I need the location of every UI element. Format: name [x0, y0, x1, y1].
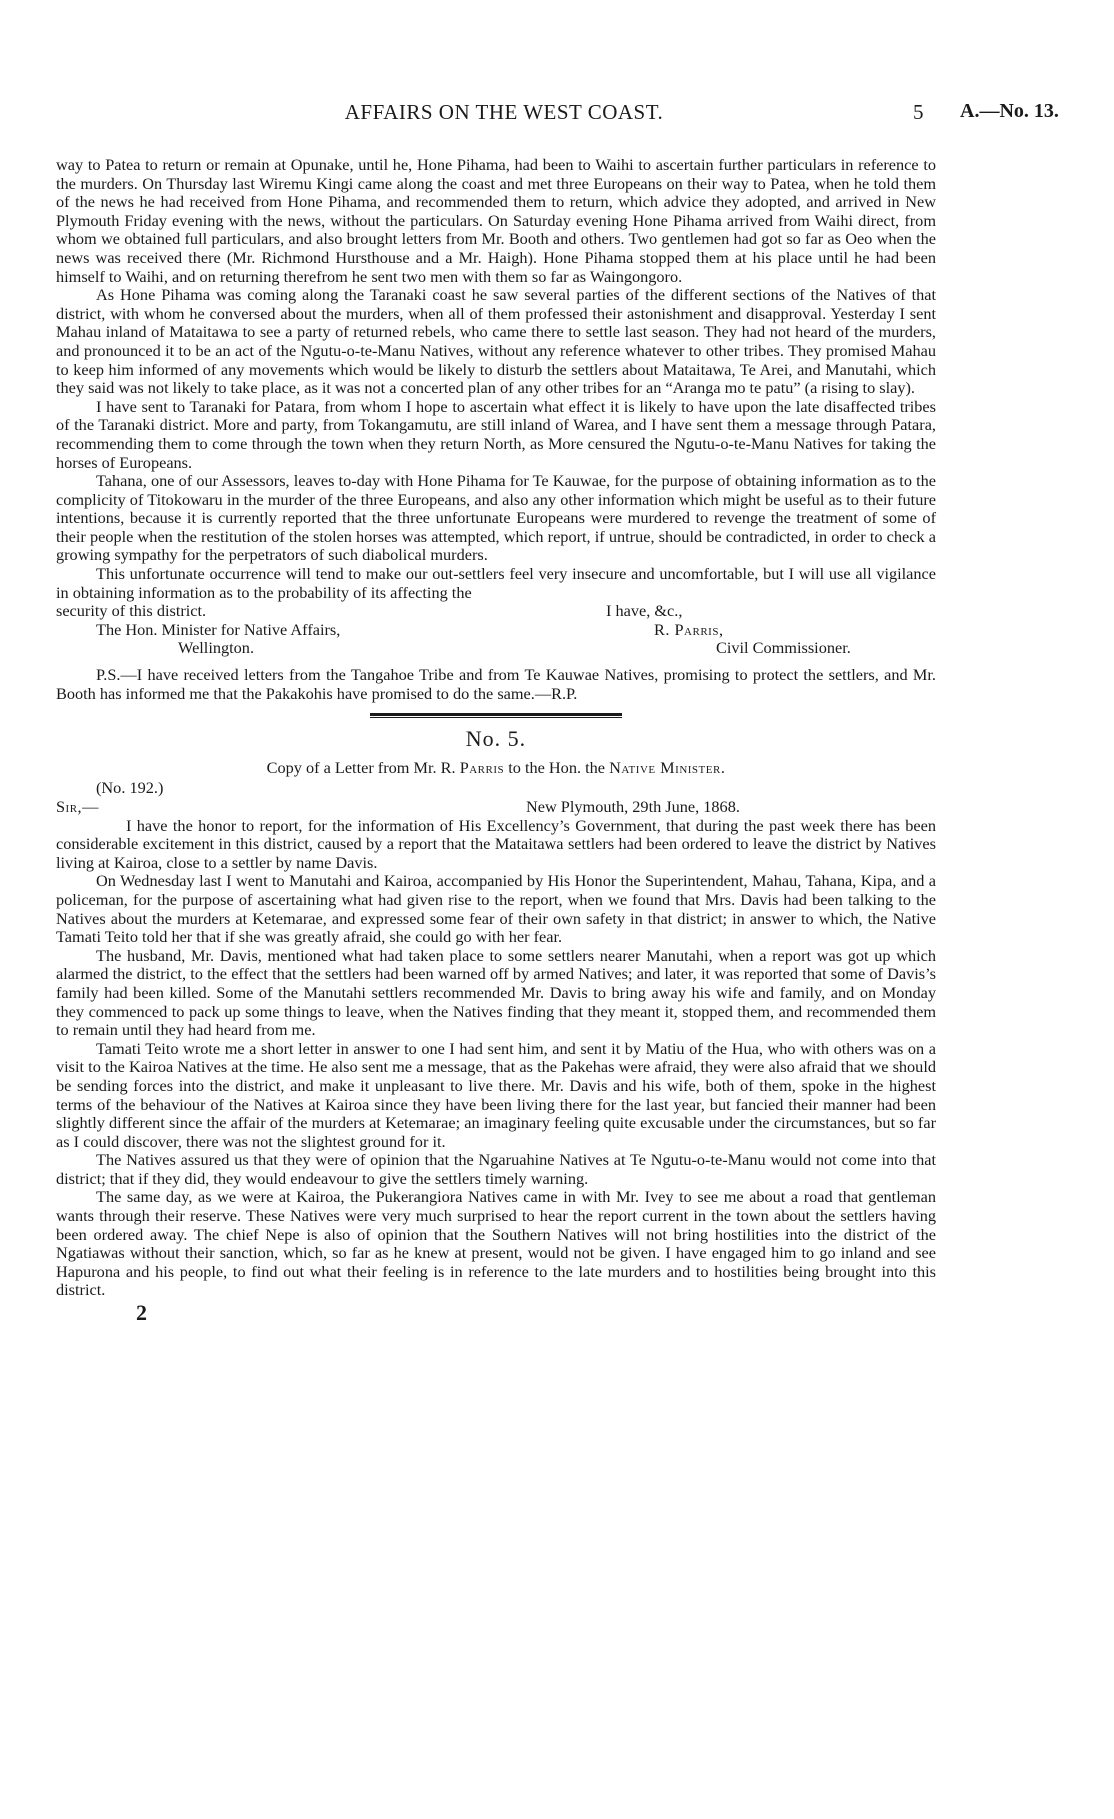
- signature-title: Civil Commissioner.: [716, 638, 851, 658]
- paragraph: The husband, Mr. Davis, mentioned what had taken place to some settlers nearer Manutahi, when a report was got up which alarmed the district, to the effect that the settlers had been warned off by armed Natives; and later, it was reported that some of Davis’s family had been killed. Some of the Manutahi settlers recommended Mr. Davis to bring away his wife and family, and on Monday they commenced to pack up some things to leave, when the Natives finding that they meant it, stopped them, and recommended them to remain until they had heard from me.: [56, 945, 936, 1040]
- running-title: AFFAIRS ON THE WEST COAST.: [344, 100, 664, 124]
- signature-name: R. Parris,: [654, 619, 724, 639]
- letter-number: (No. 192.): [96, 778, 164, 798]
- caption-prefix: Copy of a Letter from Mr. R.: [266, 757, 456, 777]
- page-number: 5: [913, 100, 924, 124]
- salutation-row: [56, 798, 936, 817]
- paragraph: I have the honor to report, for the information of His Excellency’s Government, that during the past week there has been considerable excitement in this district, caused by a report that the Mataitawa settlers had been ordered to leave the district by Natives living at Kairoa, close to a settler by name Davis.: [56, 815, 936, 872]
- closing-row: [56, 602, 936, 621]
- section-divider: [370, 713, 622, 716]
- paragraph: Tamati Teito wrote me a short letter in answer to one I had sent him, and sent it by Matiu of the Hua, who with others was on a visit to the Kairoa Natives at the time. He also sent me a message, that as the Pakehas were afraid, they were also afraid that we should be sending forces into the district, and make it unpleasant to live there. Mr. Davis and his wife, both of them, spoke in the highest terms of the behaviour of the Natives at Kairoa since they have been living there for the last year, but fancied their manner had been slightly different since the affair of the murders at Ketemarae; an imaginary feeling quite excusable under the circumstances, but so far as I could discover, there was not the slightest ground for it.: [56, 1038, 936, 1151]
- paragraph: As Hone Pihama was coming along the Taranaki coast he saw several parties of the different sections of the Natives of that district, with whom he conversed about the murders, when all of them professed their astonishment and disapproval. Yesterday I sent Mahau inland of Mataitawa to see a party of returned rebels, who came there to settle last season. They had not heard of the murders, and pronounced it to be an act of the Ngutu-o-te-Manu Natives, without any reference whatever to other tribes. They promised Mahau to keep him informed of any movements which would be likely to disturb the settlers about Mataitawa, Te Arei, and Manutahi, which they said was not likely to take place, as it was not a concerted plan of any other tribes for an “Aranga mo te patu” (a rising to slay).: [56, 285, 936, 398]
- place-date: New Plymouth, 29th June, 1868.: [526, 797, 740, 816]
- closing-formula: I have, &c.,: [606, 601, 683, 621]
- paragraph: I have sent to Taranaki for Patara, from whom I hope to ascertain what effect it is likely to have upon the late disaffected tribes of the Taranaki district. More and party, from Tokangamutu, are still inland of Warea, and I have sent them a message through Patara, recommending them to come through the town when they return North, as More censured the Ngutu-o-te-Manu Natives for taking the horses of Europeans.: [56, 396, 936, 472]
- addressee: The Hon. Minister for Native Affairs,: [96, 619, 341, 639]
- caption-to: Native Minister.: [609, 757, 726, 777]
- paragraph: On Wednesday last I went to Manutahi and Kairoa, accompanied by His Honor the Superintendent, Mahau, Tahana, Kipa, and a policeman, for the purpose of ascertaining what had given rise to the report, when we found that Mrs. Davis had been talking to the Natives about the murders at Ketemarae, and expressed some fear of their own safety in that district; in answer to which, the Native Tamati Teito told her that if she was greatly afraid, she could go with her fear.: [56, 871, 936, 947]
- paragraph: The Natives assured us that they were of opinion that the Ngaruahine Natives at Te Ngutu-o-te-Manu would not come into that district; that if they did, they would endeavour to give the settlers timely warning.: [56, 1150, 936, 1188]
- closing-text: security of this district.: [56, 601, 207, 621]
- addressee-location: Wellington.: [178, 638, 255, 658]
- document-body: [56, 155, 936, 1326]
- salutation: Sir,—: [56, 797, 99, 816]
- letter-caption: [56, 759, 936, 778]
- paragraph: This unfortunate occurrence will tend to make our out-settlers feel very insecure and uncomfortable, but I will use all vigilance in obtaining information as to the probability of its affecting the: [56, 564, 936, 602]
- closing-row: [56, 621, 936, 640]
- page-header: [0, 100, 1114, 128]
- paragraph: Tahana, one of our Assessors, leaves to-day with Hone Pihama for Te Kauwae, for the purpose of obtaining information as to the complicity of Titokowaru in the murder of the three Europeans, and also any other information which might be useful as to their future intentions, because it is currently reported that the three unfortunate Europeans were murdered to revenge the treatment of some of their people when the restitution of the stolen horses was attempted, which report, if untrue, should be contradicted, in order to check a growing sympathy for the perpetrators of such diabolical murders.: [56, 471, 936, 565]
- paragraph: way to Patea to return or remain at Opunake, until he, Hone Pihama, had been to Waihi to ascertain further particulars in reference to the murders. On Thursday last Wiremu Kingi came along the coast and met three Europeans on their way to Patea, when he told them of the news he had received from Hone Pihama, and recommended them to return, which advice they adopted, and arrived in New Plymouth Friday evening with the news, without the particulars. On Saturday evening Hone Pihama arrived from Waihi direct, from whom we obtained full particulars, and also brought letters from Mr. Booth and others. Two gentlemen had got so far as Oeo when the news was received there (Mr. Richmond Hursthouse and a Mr. Haigh). Hone Pihama stopped them at his place until he had been himself to Waihi, and on returning therefrom he sent two men with them so far as Waingongoro.: [56, 155, 936, 286]
- postscript: P.S.—I have received letters from the Tangahoe Tribe and from Te Kauwae Natives, promising to protect the settlers, and Mr. Booth has informed me that the Pakakohis have promised to do the same.—R.P.: [56, 665, 936, 703]
- paragraph: The same day, as we were at Kairoa, the Pukerangiora Natives came in with Mr. Ivey to see me about a road that gentleman wants through their reserve. These Natives were very much surprised to hear the report current in the town about the settlers having been ordered away. The chief Nepe is also of opinion that the Southern Natives will not bring hostilities into the district of the Ngatiawas without their sanction, which, so far as he knew at present, would not be given. I have engaged him to go inland and see Hapurona and his people, to find out what their feeling is in reference to the late murders and to hostilities being brought into this district.: [56, 1187, 936, 1300]
- caption-from: Parris: [459, 757, 505, 777]
- section-heading: No. 5.: [465, 726, 527, 752]
- sheet-signature-mark: 2: [136, 1300, 147, 1326]
- closing-row: [56, 639, 936, 658]
- document-reference: A.—No. 13.: [960, 100, 1059, 122]
- caption-mid: to the Hon. the: [508, 757, 605, 777]
